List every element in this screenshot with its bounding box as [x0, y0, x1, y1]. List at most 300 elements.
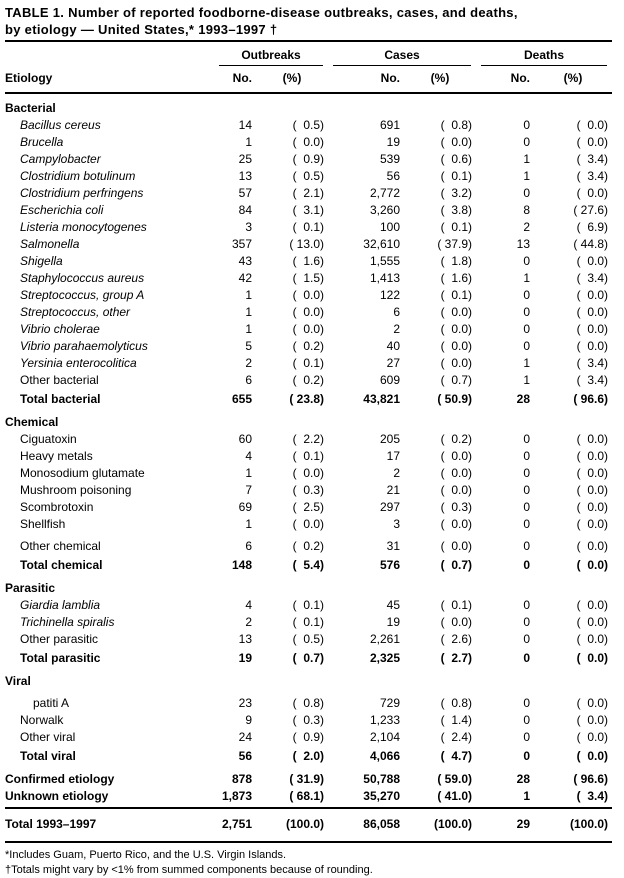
cases-no-cell: 4,066	[369, 749, 400, 763]
etiology-cell: Giardia lamblia	[20, 598, 101, 612]
table-row	[5, 117, 612, 134]
column-group-deaths: Deaths	[481, 47, 607, 66]
cases-pct-cell: ( 0.2)	[440, 432, 472, 446]
outbreaks-no-cell: 1	[245, 305, 252, 319]
deaths-no-cell: 1	[523, 152, 530, 166]
deaths-no-cell: 0	[523, 432, 530, 446]
deaths-pct-cell: ( 0.0)	[576, 500, 608, 514]
deaths-pct-cell: ( 6.9)	[576, 220, 608, 234]
etiology-cell: Clostridium perfringens	[20, 186, 144, 200]
cases-pct-cell: ( 0.0)	[440, 135, 472, 149]
deaths-pct-cell: ( 0.0)	[576, 632, 608, 646]
outbreaks-no-cell: 1	[245, 288, 252, 302]
table-row	[5, 304, 612, 321]
cases-no-cell: 2,772	[369, 186, 400, 200]
etiology-cell: Other parasitic	[20, 632, 99, 646]
cases-pct-cell: ( 1.4)	[440, 713, 472, 727]
table-title-line1: TABLE 1. Number of reported foodborne-disease outbreaks, cases, and deaths,	[5, 5, 518, 20]
total-row	[5, 557, 612, 574]
cases-no-cell: 35,270	[363, 789, 400, 803]
etiology-cell: Ciguatoxin	[20, 432, 77, 446]
cases-no-cell: 2	[393, 322, 400, 336]
total-row	[5, 650, 612, 667]
etiology-cell: Streptococcus, other	[20, 305, 131, 319]
table-row	[5, 482, 612, 499]
etiology-cell: Parasitic	[5, 581, 56, 595]
deaths-no-cell: 0	[523, 749, 530, 763]
outbreaks-pct-cell: ( 0.0)	[292, 466, 324, 480]
deaths-no-cell: 13	[516, 237, 530, 251]
outbreaks-no-cell: 878	[231, 772, 252, 786]
outbreaks-no-cell: 7	[245, 483, 252, 497]
deaths-no-cell: 28	[516, 392, 530, 406]
outbreaks-no-cell: 14	[238, 118, 252, 132]
footnotes	[5, 845, 612, 878]
outbreaks-pct-cell: ( 2.2)	[292, 432, 324, 446]
deaths-pct-cell: ( 3.4)	[576, 152, 608, 166]
deaths-pct-cell: ( 0.0)	[576, 713, 608, 727]
deaths-pct-cell: ( 0.0)	[576, 118, 608, 132]
summary-row	[5, 771, 612, 788]
table-row	[5, 338, 612, 355]
deaths-pct-cell: ( 3.4)	[576, 789, 608, 803]
deaths-no-cell: 0	[523, 598, 530, 612]
cases-pct-cell: ( 59.0)	[437, 772, 472, 786]
outbreaks-pct-cell: ( 1.5)	[292, 271, 324, 285]
grand-total-rule-bottom	[5, 841, 612, 843]
outbreaks-pct-cell: ( 2.1)	[292, 186, 324, 200]
outbreaks-pct-cell: ( 0.5)	[292, 169, 324, 183]
outbreaks-pct-cell: ( 0.5)	[292, 118, 324, 132]
deaths-no-cell: 0	[523, 615, 530, 629]
deaths-pct-cell: ( 44.8)	[573, 237, 608, 251]
deaths-pct-cell: ( 3.4)	[576, 271, 608, 285]
outbreaks-no-cell: 13	[238, 632, 252, 646]
table-row	[5, 431, 612, 448]
outbreaks-no-cell: 25	[238, 152, 252, 166]
etiology-cell: Staphylococcus aureus	[20, 271, 145, 285]
total-row	[5, 748, 612, 765]
cases-no-cell: 3	[393, 517, 400, 531]
table-title	[5, 4, 612, 38]
cases-no-cell: 205	[379, 432, 400, 446]
outbreaks-no-cell: 23	[238, 696, 252, 710]
deaths-no-cell: 0	[523, 651, 530, 665]
cases-no-cell: 691	[379, 118, 400, 132]
outbreaks-pct-cell: ( 0.2)	[292, 539, 324, 553]
outbreaks-pct-cell: ( 0.1)	[292, 356, 324, 370]
deaths-pct-cell: ( 0.0)	[576, 749, 608, 763]
deaths-no-cell: 1	[523, 271, 530, 285]
outbreaks-pct-cell: ( 2.5)	[292, 500, 324, 514]
outbreaks-pct-cell: ( 0.0)	[292, 322, 324, 336]
outbreaks-pct-cell: ( 3.1)	[292, 203, 324, 217]
cases-no-cell: 32,610	[363, 237, 400, 251]
outbreaks-no-cell: 4	[245, 598, 252, 612]
section-header	[5, 673, 612, 690]
outbreaks-no-cell: 1,873	[221, 789, 252, 803]
header-rule	[5, 92, 612, 94]
cases-pct-cell: ( 1.6)	[440, 271, 472, 285]
deaths-no-cell: 0	[523, 483, 530, 497]
cases-no-cell: 43,821	[363, 392, 400, 406]
table-row	[5, 712, 612, 729]
cases-no-cell: 100	[379, 220, 400, 234]
cases-pct-cell: ( 1.8)	[440, 254, 472, 268]
cases-pct-cell: ( 0.3)	[440, 500, 472, 514]
cases-no-cell: 21	[386, 483, 400, 497]
outbreaks-no-cell: 3	[245, 220, 252, 234]
outbreaks-pct-cell: ( 0.5)	[292, 632, 324, 646]
outbreaks-pct-cell: ( 31.9)	[289, 772, 324, 786]
outbreaks-pct-cell: ( 0.1)	[292, 598, 324, 612]
deaths-pct-cell: ( 3.4)	[576, 356, 608, 370]
etiology-cell: Yersinia enterocolitica	[20, 356, 137, 370]
deaths-pct-cell: ( 3.4)	[576, 373, 608, 387]
table-row	[5, 729, 612, 746]
outbreaks-no-cell: 655	[231, 392, 252, 406]
deaths-no-cell: 1	[523, 789, 530, 803]
etiology-cell: Escherichia coli	[20, 203, 104, 217]
etiology-cell: Vibrio cholerae	[20, 322, 100, 336]
etiology-cell: Other bacterial	[20, 373, 99, 387]
cases-pct-cell: ( 2.4)	[440, 730, 472, 744]
cases-no-cell: 297	[379, 500, 400, 514]
etiology-cell: Trichinella spiralis	[20, 615, 115, 629]
etiology-cell: Mushroom poisoning	[20, 483, 132, 497]
etiology-cell: Monosodium glutamate	[20, 466, 145, 480]
outbreaks-no-header: No.	[232, 71, 252, 85]
cases-pct-cell: ( 2.7)	[440, 651, 472, 665]
cases-pct-cell: ( 2.6)	[440, 632, 472, 646]
deaths-pct-cell: ( 0.0)	[576, 483, 608, 497]
outbreaks-pct-cell: ( 23.8)	[289, 392, 324, 406]
cases-no-cell: 45	[386, 598, 400, 612]
deaths-no-cell: 0	[523, 288, 530, 302]
outbreaks-no-cell: 43	[238, 254, 252, 268]
deaths-no-cell: 0	[523, 632, 530, 646]
outbreaks-no-cell: 13	[238, 169, 252, 183]
deaths-no-cell: 0	[523, 135, 530, 149]
etiology-column-header: Etiology	[5, 71, 53, 85]
deaths-no-cell: 2	[523, 220, 530, 234]
deaths-no-cell: 0	[523, 254, 530, 268]
outbreaks-pct-cell: ( 0.2)	[292, 339, 324, 353]
deaths-pct-cell: (100.0)	[569, 817, 608, 831]
deaths-no-cell: 1	[523, 373, 530, 387]
etiology-cell: Scombrotoxin	[20, 500, 94, 514]
grand-total-label: Total 1993–1997	[5, 817, 97, 831]
cases-no-cell: 2,104	[369, 730, 400, 744]
outbreaks-pct-cell: ( 0.7)	[292, 651, 324, 665]
deaths-no-cell: 0	[523, 449, 530, 463]
section-header	[5, 580, 612, 597]
deaths-pct-cell: ( 27.6)	[573, 203, 608, 217]
outbreaks-no-cell: 24	[238, 730, 252, 744]
table-row	[5, 185, 612, 202]
deaths-pct-cell: ( 0.0)	[576, 254, 608, 268]
cases-no-cell: 122	[379, 288, 400, 302]
outbreaks-no-cell: 4	[245, 449, 252, 463]
cases-no-cell: 1,233	[369, 713, 400, 727]
table-row	[5, 253, 612, 270]
table-row	[5, 219, 612, 236]
deaths-no-cell: 0	[523, 713, 530, 727]
table-row	[5, 631, 612, 648]
etiology-cell: Vibrio parahaemolyticus	[20, 339, 148, 353]
deaths-pct-cell: ( 0.0)	[576, 186, 608, 200]
outbreaks-no-cell: 1	[245, 135, 252, 149]
outbreaks-no-cell: 19	[238, 651, 252, 665]
outbreaks-pct-cell: ( 13.0)	[289, 237, 324, 251]
outbreaks-no-cell: 60	[238, 432, 252, 446]
cases-pct-cell: ( 0.1)	[440, 288, 472, 302]
cases-pct-cell: ( 0.0)	[440, 539, 472, 553]
etiology-cell: Bacillus cereus	[20, 118, 101, 132]
cases-no-cell: 2	[393, 466, 400, 480]
etiology-cell: Heavy metals	[20, 449, 93, 463]
total-row	[5, 391, 612, 408]
etiology-cell: Norwalk	[20, 713, 64, 727]
etiology-cell: Shigella	[20, 254, 63, 268]
deaths-pct-cell: ( 0.0)	[576, 449, 608, 463]
cases-pct-cell: ( 0.0)	[440, 305, 472, 319]
outbreaks-no-cell: 148	[231, 558, 252, 572]
grand-total-row	[5, 811, 612, 839]
cases-no-cell: 1,555	[369, 254, 400, 268]
footnote-asterisk: *Includes Guam, Puerto Rico, and the U.S. Virgin Islands.	[5, 849, 287, 861]
cases-pct-cell: ( 0.7)	[440, 373, 472, 387]
deaths-no-cell: 0	[523, 558, 530, 572]
deaths-pct-cell: ( 0.0)	[576, 288, 608, 302]
deaths-no-cell: 29	[516, 817, 530, 831]
deaths-pct-cell: ( 0.0)	[576, 730, 608, 744]
outbreaks-pct-cell: ( 0.3)	[292, 713, 324, 727]
outbreaks-pct-cell: ( 0.9)	[292, 152, 324, 166]
cases-no-cell: 576	[379, 558, 400, 572]
outbreaks-pct-cell: ( 0.8)	[292, 696, 324, 710]
outbreaks-no-cell: 1	[245, 517, 252, 531]
outbreaks-pct-cell: ( 2.0)	[292, 749, 324, 763]
deaths-pct-header: (%)	[563, 71, 583, 85]
deaths-no-cell: 0	[523, 322, 530, 336]
etiology-cell: Salmonella	[20, 237, 80, 251]
outbreaks-no-cell: 42	[238, 271, 252, 285]
deaths-no-cell: 1	[523, 169, 530, 183]
deaths-no-cell: 0	[523, 186, 530, 200]
cases-pct-cell: ( 0.0)	[440, 466, 472, 480]
deaths-pct-cell: ( 0.0)	[576, 305, 608, 319]
outbreaks-pct-cell: ( 0.0)	[292, 517, 324, 531]
cases-no-header: No.	[380, 71, 400, 85]
etiology-cell: Campylobacter	[20, 152, 101, 166]
deaths-pct-cell: ( 0.0)	[576, 432, 608, 446]
outbreaks-no-cell: 56	[238, 749, 252, 763]
outbreaks-no-cell: 69	[238, 500, 252, 514]
deaths-no-cell: 0	[523, 539, 530, 553]
cases-pct-cell: ( 0.0)	[440, 339, 472, 353]
cases-no-cell: 3,260	[369, 203, 400, 217]
deaths-pct-cell: ( 0.0)	[576, 651, 608, 665]
cases-no-cell: 19	[386, 135, 400, 149]
cases-pct-cell: ( 0.1)	[440, 220, 472, 234]
table-row	[5, 499, 612, 516]
table-row	[5, 287, 612, 304]
table-row	[5, 168, 612, 185]
etiology-cell: Clostridium botulinum	[20, 169, 136, 183]
cases-no-cell: 2,325	[369, 651, 400, 665]
cases-pct-header: (%)	[430, 71, 450, 85]
deaths-pct-cell: ( 0.0)	[576, 696, 608, 710]
outbreaks-pct-cell: ( 0.0)	[292, 305, 324, 319]
outbreaks-pct-cell: ( 0.1)	[292, 615, 324, 629]
deaths-pct-cell: ( 0.0)	[576, 135, 608, 149]
cases-pct-cell: ( 41.0)	[437, 789, 472, 803]
table-row	[5, 538, 612, 555]
cases-pct-cell: (100.0)	[433, 817, 472, 831]
deaths-pct-cell: ( 3.4)	[576, 169, 608, 183]
deaths-no-cell: 8	[523, 203, 530, 217]
outbreaks-pct-cell: ( 1.6)	[292, 254, 324, 268]
outbreaks-no-cell: 57	[238, 186, 252, 200]
outbreaks-pct-cell: ( 5.4)	[292, 558, 324, 572]
section-header	[5, 100, 612, 117]
outbreaks-no-cell: 2	[245, 615, 252, 629]
cases-no-cell: 6	[393, 305, 400, 319]
deaths-no-cell: 1	[523, 356, 530, 370]
table-row	[5, 448, 612, 465]
etiology-cell: Total parasitic	[20, 651, 101, 665]
outbreaks-no-cell: 2	[245, 356, 252, 370]
cases-pct-cell: ( 0.0)	[440, 483, 472, 497]
cases-pct-cell: ( 0.1)	[440, 598, 472, 612]
etiology-cell: Total viral	[20, 749, 76, 763]
table-row	[5, 202, 612, 219]
outbreaks-no-cell: 2,751	[221, 817, 252, 831]
outbreaks-pct-cell: (100.0)	[285, 817, 324, 831]
outbreaks-pct-cell: ( 0.9)	[292, 730, 324, 744]
cases-pct-cell: ( 0.0)	[440, 356, 472, 370]
deaths-pct-cell: ( 0.0)	[576, 322, 608, 336]
outbreaks-no-cell: 6	[245, 373, 252, 387]
outbreaks-no-cell: 1	[245, 322, 252, 336]
etiology-cell: Viral	[5, 674, 31, 688]
table-row	[5, 465, 612, 482]
deaths-pct-cell: ( 96.6)	[573, 392, 608, 406]
deaths-no-cell: 0	[523, 730, 530, 744]
cases-no-cell: 2,261	[369, 632, 400, 646]
deaths-pct-cell: ( 0.0)	[576, 339, 608, 353]
deaths-pct-cell: ( 0.0)	[576, 466, 608, 480]
etiology-cell: Bacterial	[5, 101, 56, 115]
outbreaks-pct-cell: ( 0.1)	[292, 220, 324, 234]
cases-no-cell: 86,058	[363, 817, 400, 831]
outbreaks-pct-cell: ( 0.0)	[292, 288, 324, 302]
outbreaks-no-cell: 357	[231, 237, 252, 251]
table-row	[5, 236, 612, 253]
cases-pct-cell: ( 0.8)	[440, 118, 472, 132]
cases-no-cell: 609	[379, 373, 400, 387]
table-row	[5, 614, 612, 631]
footnote-dagger: †Totals might vary by <1% from summed components because of rounding.	[5, 864, 373, 876]
cases-no-cell: 1,413	[369, 271, 400, 285]
table-row	[5, 270, 612, 287]
etiology-cell: Streptococcus, group A	[20, 288, 145, 302]
cases-pct-cell: ( 0.0)	[440, 449, 472, 463]
outbreaks-no-cell: 6	[245, 539, 252, 553]
deaths-no-cell: 0	[523, 696, 530, 710]
cases-pct-cell: ( 0.6)	[440, 152, 472, 166]
deaths-no-cell: 0	[523, 305, 530, 319]
table-row	[5, 151, 612, 168]
outbreaks-no-cell: 5	[245, 339, 252, 353]
outbreaks-no-cell: 84	[238, 203, 252, 217]
table-title-line2: by etiology — United States,* 1993–1997 †	[5, 22, 278, 37]
etiology-cell: Unknown etiology	[5, 789, 109, 803]
column-group-outbreaks: Outbreaks	[219, 47, 323, 66]
cases-no-cell: 56	[386, 169, 400, 183]
deaths-no-cell: 0	[523, 517, 530, 531]
deaths-no-cell: 0	[523, 339, 530, 353]
column-group-cases: Cases	[333, 47, 471, 66]
deaths-pct-cell: ( 0.0)	[576, 558, 608, 572]
table-row	[5, 321, 612, 338]
cases-pct-cell: ( 50.9)	[437, 392, 472, 406]
etiology-cell: Other chemical	[20, 539, 101, 553]
cases-pct-cell: ( 4.7)	[440, 749, 472, 763]
cases-pct-cell: ( 0.7)	[440, 558, 472, 572]
outbreaks-pct-header: (%)	[282, 71, 302, 85]
deaths-no-cell: 0	[523, 118, 530, 132]
table-row	[5, 695, 612, 712]
column-group-header-row	[5, 44, 612, 66]
outbreaks-pct-cell: ( 68.1)	[289, 789, 324, 803]
outbreaks-pct-cell: ( 0.2)	[292, 373, 324, 387]
cases-no-cell: 17	[386, 449, 400, 463]
cases-pct-cell: ( 0.0)	[440, 322, 472, 336]
table-row	[5, 134, 612, 151]
cases-pct-cell: ( 3.2)	[440, 186, 472, 200]
cases-pct-cell: ( 0.1)	[440, 169, 472, 183]
deaths-no-cell: 0	[523, 466, 530, 480]
cases-no-cell: 50,788	[363, 772, 400, 786]
deaths-no-cell: 0	[523, 500, 530, 514]
cases-no-cell: 27	[386, 356, 400, 370]
etiology-cell: Brucella	[20, 135, 64, 149]
column-header-row	[5, 66, 612, 90]
outbreaks-no-cell: 1	[245, 466, 252, 480]
deaths-pct-cell: ( 96.6)	[573, 772, 608, 786]
deaths-no-cell: 28	[516, 772, 530, 786]
etiology-cell: patiti A	[33, 696, 70, 710]
etiology-cell: Chemical	[5, 415, 59, 429]
deaths-pct-cell: ( 0.0)	[576, 598, 608, 612]
title-rule	[5, 40, 612, 42]
deaths-no-header: No.	[510, 71, 530, 85]
outbreaks-pct-cell: ( 0.0)	[292, 135, 324, 149]
summary-row	[5, 788, 612, 805]
deaths-pct-cell: ( 0.0)	[576, 615, 608, 629]
grand-total-rule-top	[5, 807, 612, 809]
table-row	[5, 372, 612, 389]
cases-pct-cell: ( 0.0)	[440, 517, 472, 531]
etiology-cell: Total bacterial	[20, 392, 101, 406]
cases-pct-cell: ( 0.8)	[440, 696, 472, 710]
etiology-cell: Total chemical	[20, 558, 103, 572]
outbreaks-pct-cell: ( 0.3)	[292, 483, 324, 497]
outbreaks-pct-cell: ( 0.1)	[292, 449, 324, 463]
table-row	[5, 355, 612, 372]
